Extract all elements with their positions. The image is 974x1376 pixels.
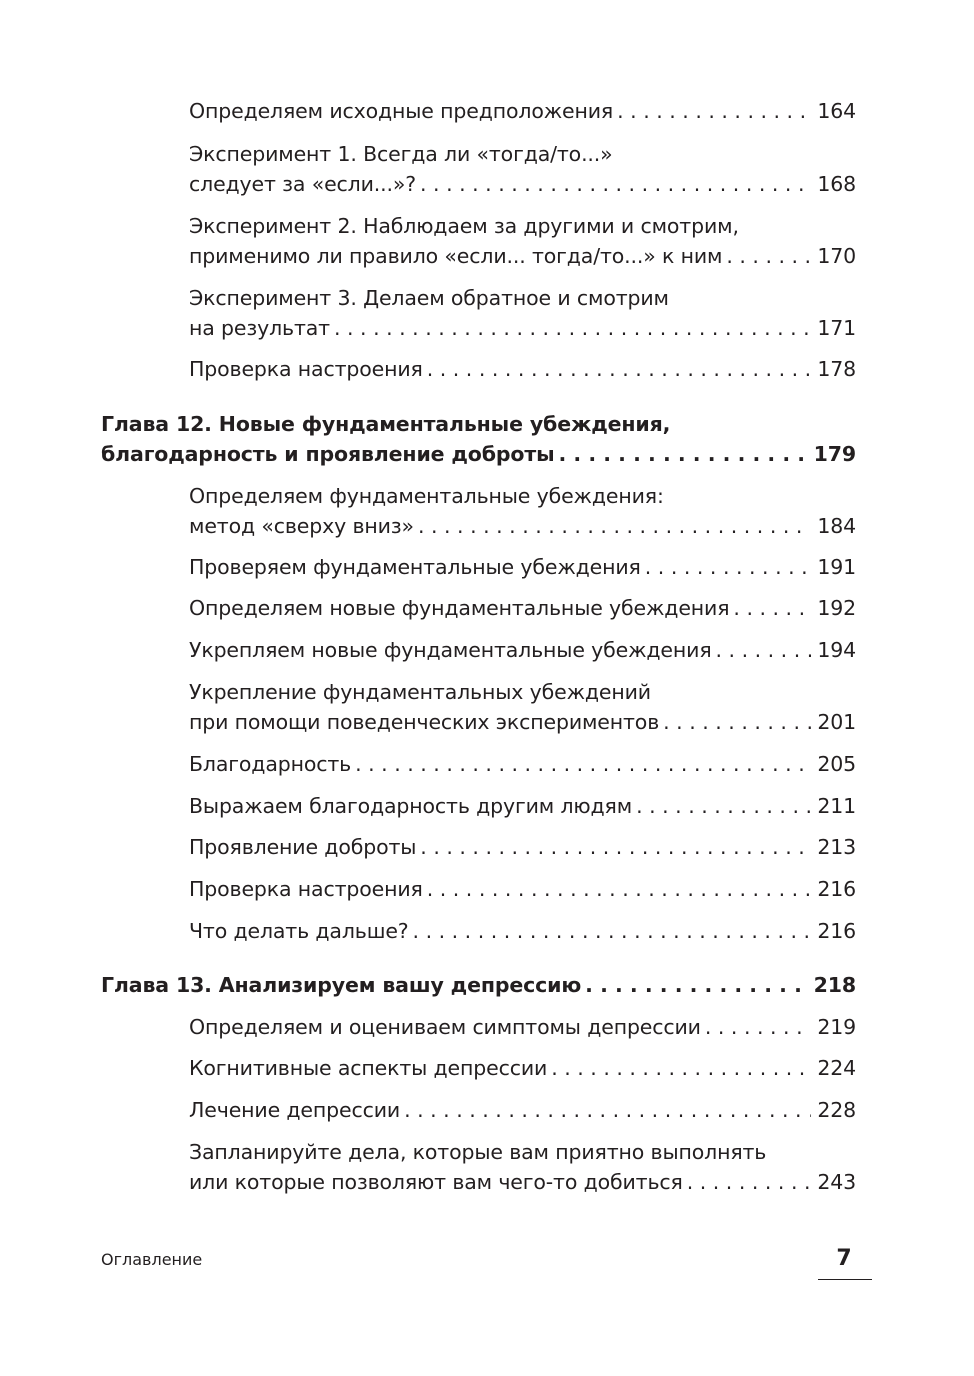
toc-entry [189, 1137, 856, 1197]
toc-page-number: 194 [817, 638, 856, 662]
dot-leader [420, 169, 811, 199]
toc-entry-title-line: Лечение депрессии [189, 1098, 401, 1122]
toc-entry-row [189, 169, 856, 199]
toc-entry-row [189, 749, 856, 779]
toc-entry-title-line: Определяем и оцениваем симптомы депрессии [189, 1015, 701, 1039]
toc-page-number: 179 [813, 442, 856, 466]
toc-entry [189, 635, 856, 665]
toc-entry-row [101, 439, 856, 469]
toc-entry [189, 593, 856, 623]
toc-entry-row [189, 791, 856, 821]
toc-entry-row [189, 635, 856, 665]
dot-leader [558, 439, 807, 469]
toc-page-number: 218 [813, 973, 856, 997]
toc-entry [189, 481, 856, 541]
toc-chapter-entry [101, 409, 856, 469]
toc-entry-title-line: Укрепление фундаментальных убеждений [189, 680, 651, 704]
toc-page-number: 216 [817, 877, 856, 901]
toc-entry [189, 139, 856, 199]
toc-entry-title-line: Эксперимент 1. Всегда ли «тогда/то...» [189, 142, 613, 166]
dot-leader [585, 970, 808, 1000]
toc-entry [189, 791, 856, 821]
toc-page-number: 243 [817, 1170, 856, 1194]
toc-entry [189, 552, 856, 582]
toc-page-number: 168 [817, 172, 856, 196]
dot-leader [636, 791, 811, 821]
toc-entry-title-line: Благодарность [189, 752, 352, 776]
toc-page-number: 164 [817, 99, 856, 123]
dot-leader [420, 832, 811, 862]
toc-entry [189, 874, 856, 904]
toc-entry-title-line: Глава 13. Анализируем вашу депрессию [101, 973, 582, 997]
toc-entry-row [189, 832, 856, 862]
toc-entry-row [189, 96, 856, 126]
footer-page-number: 7 [836, 1246, 852, 1271]
toc-entry-row [189, 313, 856, 343]
dot-leader [663, 707, 811, 737]
toc-entry-row [189, 1053, 856, 1083]
toc-page-number: 213 [817, 835, 856, 859]
toc-entry-title-line: метод «сверху вниз» [189, 514, 414, 538]
toc-entry-row [189, 874, 856, 904]
toc-page-number: 219 [817, 1015, 856, 1039]
toc-entry-row [189, 552, 856, 582]
toc-entry-title-line: или которые позволяют вам чего-то добиться [189, 1170, 683, 1194]
dot-leader [705, 1012, 811, 1042]
toc-page-number: 178 [817, 357, 856, 381]
toc-entry-title-line: следует за «если...»? [189, 172, 417, 196]
toc-page-number: 201 [817, 710, 856, 734]
toc-entry-row [101, 970, 856, 1000]
footer-rule [818, 1279, 872, 1280]
toc-entry [189, 283, 856, 343]
toc-entry-title-line: Глава 12. Новые фундаментальные убеждения, [101, 412, 671, 436]
toc-entry [189, 749, 856, 779]
dot-leader [733, 593, 811, 623]
toc-entry-title-line: Что делать дальше? [189, 919, 409, 943]
toc-entry-title-line: Эксперимент 2. Наблюдаем за другими и смотрим, [189, 214, 739, 238]
dot-leader [413, 916, 812, 946]
toc-entry-row [189, 707, 856, 737]
toc-entry-title-line: Определяем новые фундаментальные убеждения [189, 596, 730, 620]
toc-entry [189, 354, 856, 384]
dot-leader [716, 635, 812, 665]
toc-page-number: 192 [817, 596, 856, 620]
dot-leader [418, 511, 811, 541]
toc-page-number: 170 [817, 244, 856, 268]
toc-page-number: 224 [817, 1056, 856, 1080]
toc-entry-row [189, 1167, 856, 1197]
toc-entry-row [189, 1095, 856, 1125]
toc-entry [189, 677, 856, 737]
toc-entry-row [189, 354, 856, 384]
toc-entry [189, 916, 856, 946]
toc-page-number: 184 [817, 514, 856, 538]
toc-entry-title-line: Проверка настроения [189, 877, 423, 901]
toc-page-number: 205 [817, 752, 856, 776]
dot-leader [355, 749, 811, 779]
toc-entry-row [189, 241, 856, 271]
dot-leader [551, 1053, 811, 1083]
toc-entry-title-line: на результат [189, 316, 330, 340]
dot-leader [645, 552, 812, 582]
toc-entry-title-line: Выражаем благодарность другим людям [189, 794, 633, 818]
toc-entry-row [189, 511, 856, 541]
toc-page-number: 171 [817, 316, 856, 340]
toc-entry-title-line: Запланируйте дела, которые вам приятно выполнять [189, 1140, 767, 1164]
toc-entry-title-line: Определяем фундаментальные убеждения: [189, 484, 664, 508]
toc-entry-title-line: Определяем исходные предположения [189, 99, 614, 123]
toc-entry-row [189, 593, 856, 623]
toc-entry [189, 211, 856, 271]
toc-entry-row [189, 916, 856, 946]
dot-leader [404, 1095, 811, 1125]
toc-entry-title-line: Когнитивные аспекты депрессии [189, 1056, 548, 1080]
toc-entry-title-line: применимо ли правило «если... тогда/то...» к ним [189, 244, 723, 268]
toc-page-number: 216 [817, 919, 856, 943]
footer-section-label: Оглавление [101, 1250, 203, 1269]
toc-entry [189, 1053, 856, 1083]
toc-chapter-entry [101, 970, 856, 1000]
dot-leader [334, 313, 811, 343]
toc-entry [189, 1095, 856, 1125]
toc-entry-title-line: Укрепляем новые фундаментальные убеждения [189, 638, 712, 662]
dot-leader [427, 874, 812, 904]
toc-entry-title-line: благодарность и проявление доброты [101, 442, 555, 466]
dot-leader [427, 354, 812, 384]
toc-page-number: 191 [817, 555, 856, 579]
toc-entry-title-line: Эксперимент 3. Делаем обратное и смотрим [189, 286, 669, 310]
toc-entry [189, 832, 856, 862]
toc-entry-title-line: Проявление доброты [189, 835, 417, 859]
toc-entry [189, 1012, 856, 1042]
toc-page-number: 228 [817, 1098, 856, 1122]
toc-entry-title-line: Проверяем фундаментальные убеждения [189, 555, 641, 579]
toc-entry-title-line: при помощи поведенческих экспериментов [189, 710, 660, 734]
toc-entry [189, 96, 856, 126]
toc-page-number: 211 [817, 794, 856, 818]
dot-leader [687, 1167, 812, 1197]
dot-leader [617, 96, 811, 126]
toc-entry-row [189, 1012, 856, 1042]
toc-entry-title-line: Проверка настроения [189, 357, 423, 381]
dot-leader [726, 241, 811, 271]
